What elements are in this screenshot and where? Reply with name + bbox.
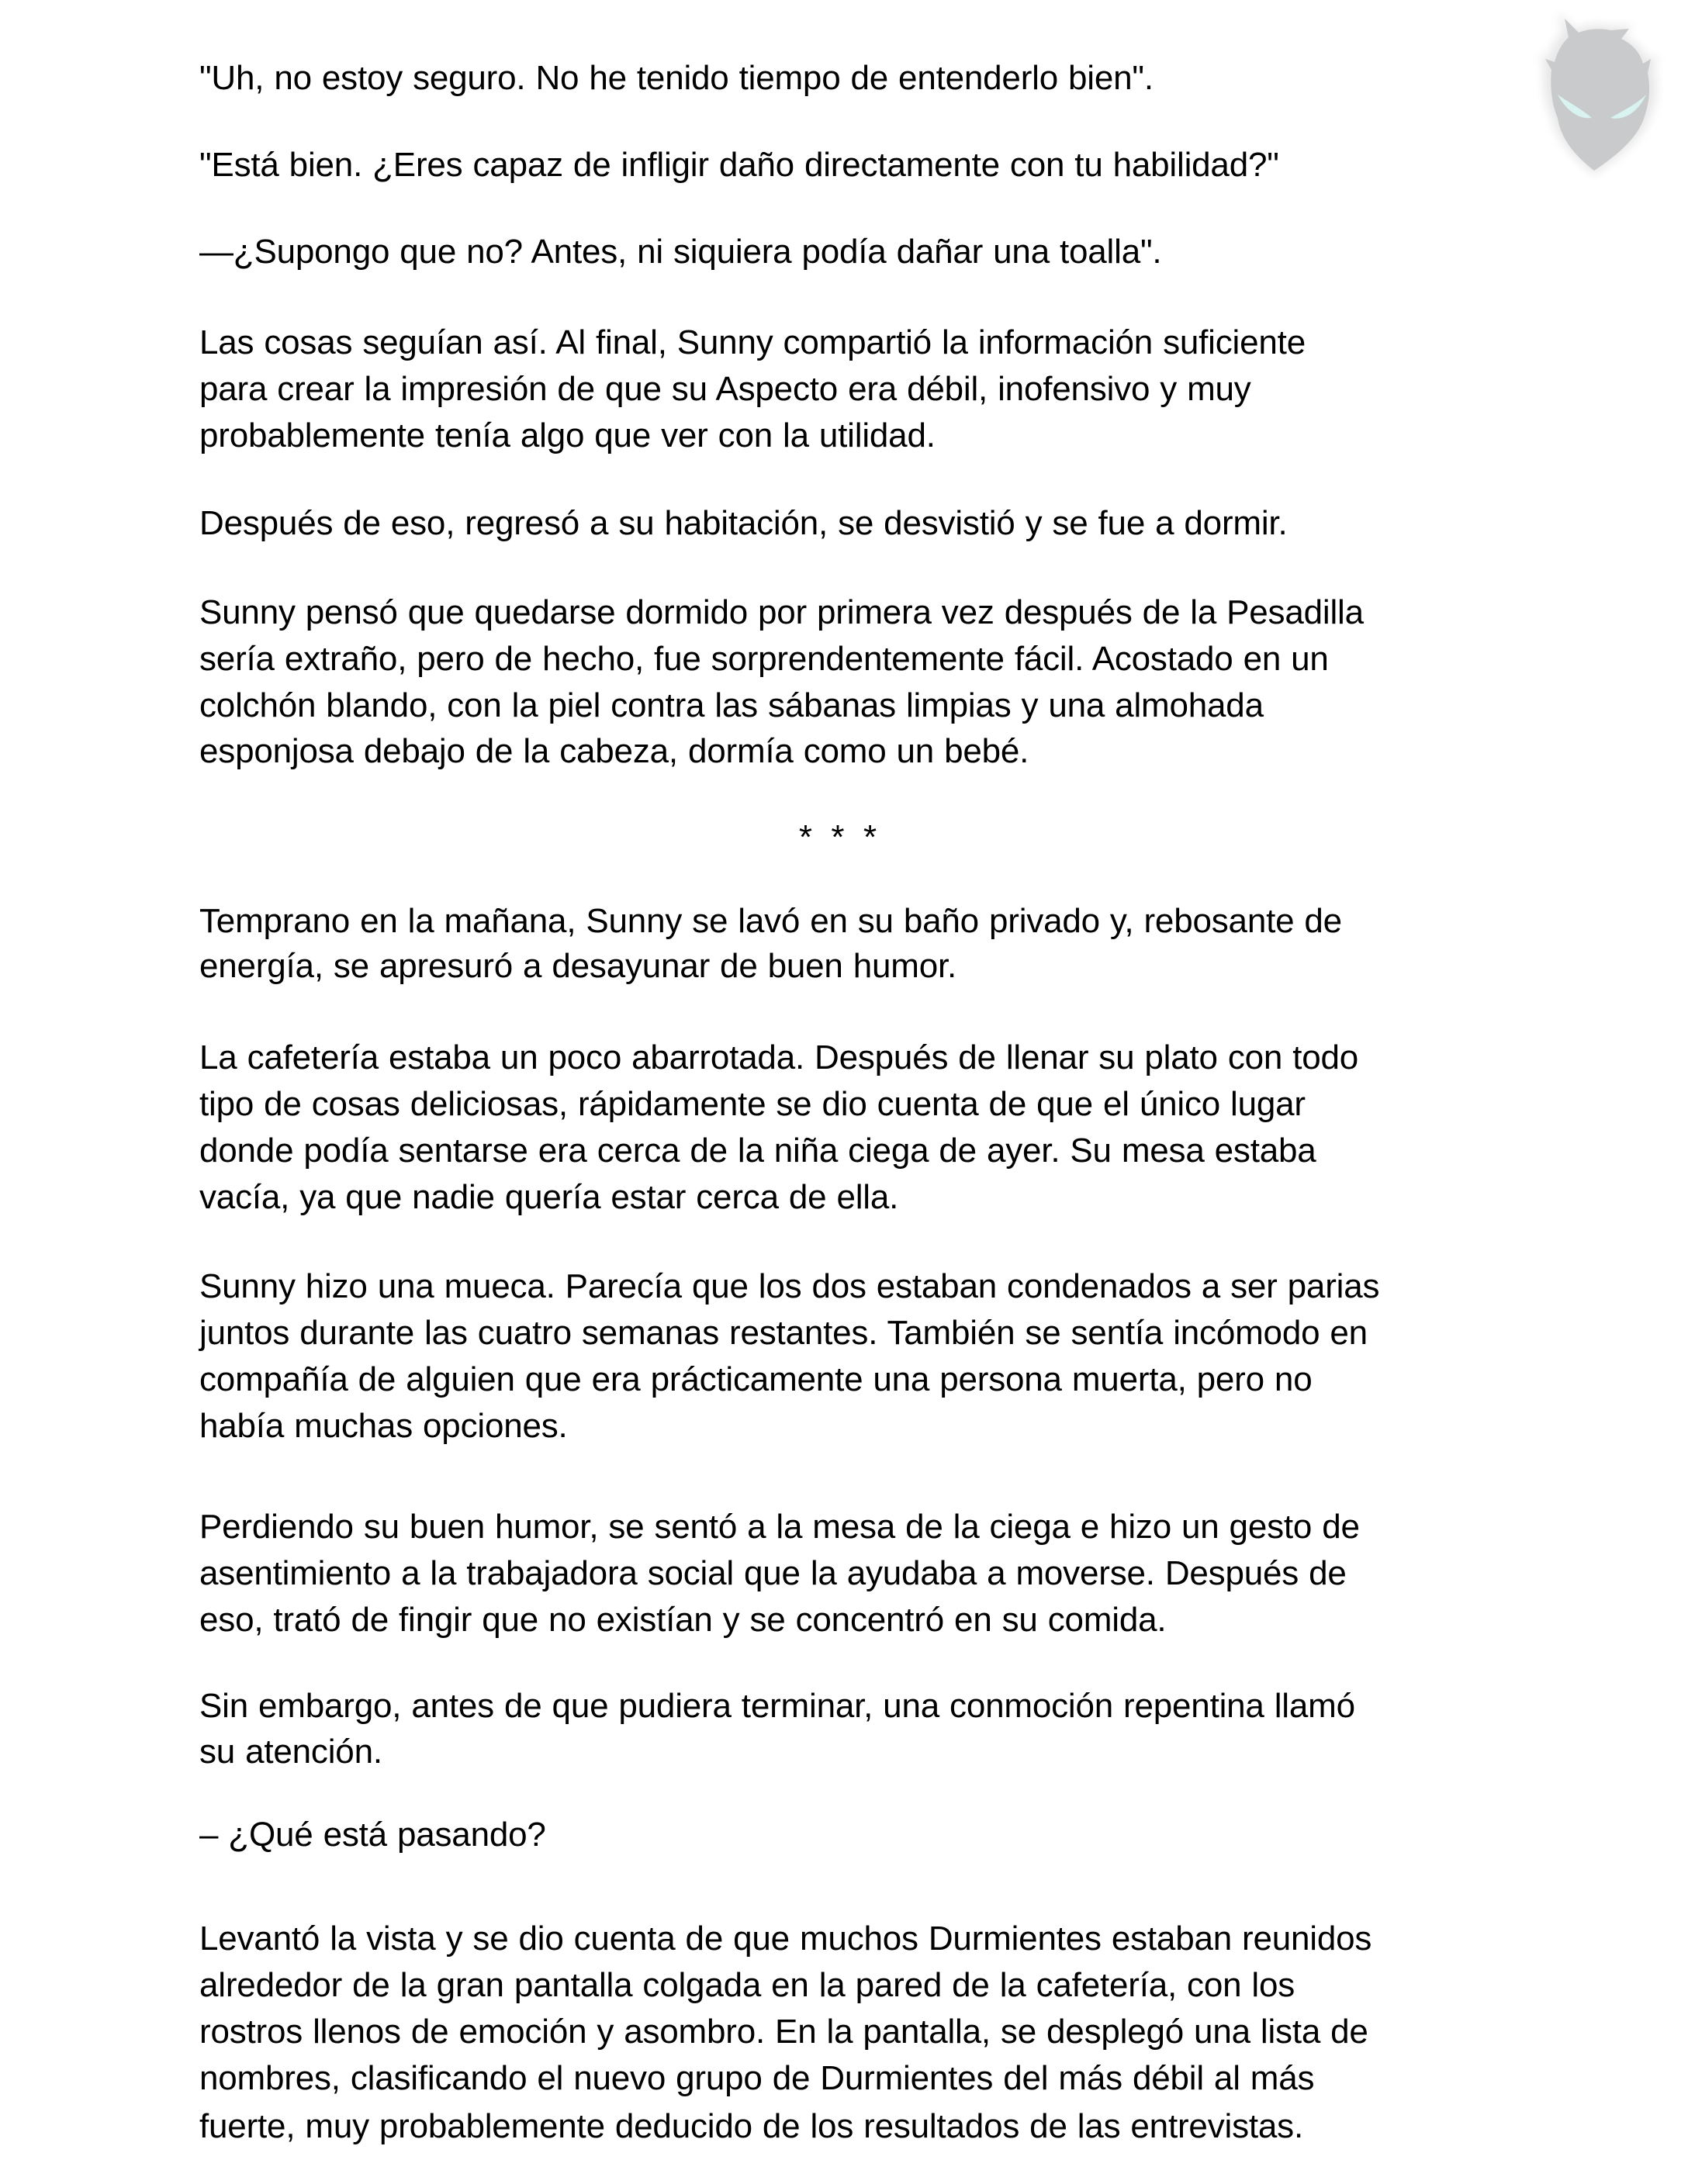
paragraph-line: nombres, clasificando el nuevo grupo de Durmientes del más débil al más [199, 2059, 1315, 2097]
paragraph-line: Sin embargo, antes de que pudiera terminar, una conmoción repentina llamó [199, 1687, 1355, 1725]
paragraph-line: asentimiento a la trabajadora social que la ayudaba a moverse. Después de [199, 1554, 1347, 1592]
paragraph-line: tipo de cosas deliciosas, rápidamente se dio cuenta de que el único lugar [199, 1085, 1306, 1123]
paragraph-line: —¿Supongo que no? Antes, ni siquiera podía dañar una toalla". [199, 233, 1162, 271]
paragraph-line: Después de eso, regresó a su habitación, se desvistió y se fue a dormir. [199, 504, 1288, 542]
paragraph-line: Sunny pensó que quedarse dormido por primera vez después de la Pesadilla [199, 593, 1364, 631]
paragraph-line: eso, trató de fingir que no existían y se concentró en su comida. [199, 1601, 1167, 1639]
scene-break: * * * [798, 818, 877, 856]
paragraph-line: probablemente tenía algo que ver con la utilidad. [199, 416, 936, 454]
paragraph-line: Las cosas seguían así. Al final, Sunny compartió la información suficiente [199, 323, 1306, 361]
paragraph-line: alrededor de la gran pantalla colgada en la pared de la cafetería, con los [199, 1966, 1295, 2004]
paragraph-line: su atención. [199, 1733, 382, 1771]
paragraph-line: Perdiendo su buen humor, se sentó a la mesa de la ciega e hizo un gesto de [199, 1508, 1360, 1546]
paragraph-line: energía, se apresuró a desayunar de buen humor. [199, 947, 957, 985]
paragraph-line: vacía, ya que nadie quería estar cerca de ella. [199, 1178, 899, 1216]
paragraph-line: "Uh, no estoy seguro. No he tenido tiempo de entenderlo bien". [199, 59, 1154, 97]
paragraph-line: La cafetería estaba un poco abarrotada. Después de llenar su plato con todo [199, 1038, 1359, 1076]
paragraph-line: – ¿Qué está pasando? [199, 1816, 546, 1854]
paragraph-line: Levantó la vista y se dio cuenta de que muchos Durmientes estaban reunidos [199, 1920, 1372, 1958]
demon-head-icon [1520, 8, 1668, 186]
paragraph-line: esponjosa debajo de la cabeza, dormía como un bebé. [199, 732, 1029, 770]
paragraph-line: rostros llenos de emoción y asombro. En la pantalla, se desplegó una lista de [199, 2013, 1368, 2051]
paragraph-line: fuerte, muy probablemente deducido de los resultados de las entrevistas. [199, 2107, 1303, 2145]
paragraph-line: compañía de alguien que era prácticamente una persona muerta, pero no [199, 1360, 1313, 1398]
paragraph-line: había muchas opciones. [199, 1407, 568, 1445]
paragraph-line: sería extraño, pero de hecho, fue sorprendentemente fácil. Acostado en un [199, 640, 1329, 678]
paragraph-line: "Está bien. ¿Eres capaz de infligir daño directamente con tu habilidad?" [199, 146, 1279, 184]
paragraph-line: donde podía sentarse era cerca de la niña ciega de ayer. Su mesa estaba [199, 1132, 1316, 1170]
paragraph-line: juntos durante las cuatro semanas restantes. También se sentía incómodo en [199, 1314, 1368, 1352]
paragraph-line: Temprano en la mañana, Sunny se lavó en su baño privado y, rebosante de [199, 902, 1342, 940]
paragraph-line: colchón blando, con la piel contra las sábanas limpias y una almohada [199, 686, 1264, 724]
paragraph-line: Sunny hizo una mueca. Parecía que los dos estaban condenados a ser parias [199, 1267, 1380, 1305]
paragraph-line: para crear la impresión de que su Aspecto era débil, inofensivo y muy [199, 370, 1251, 408]
